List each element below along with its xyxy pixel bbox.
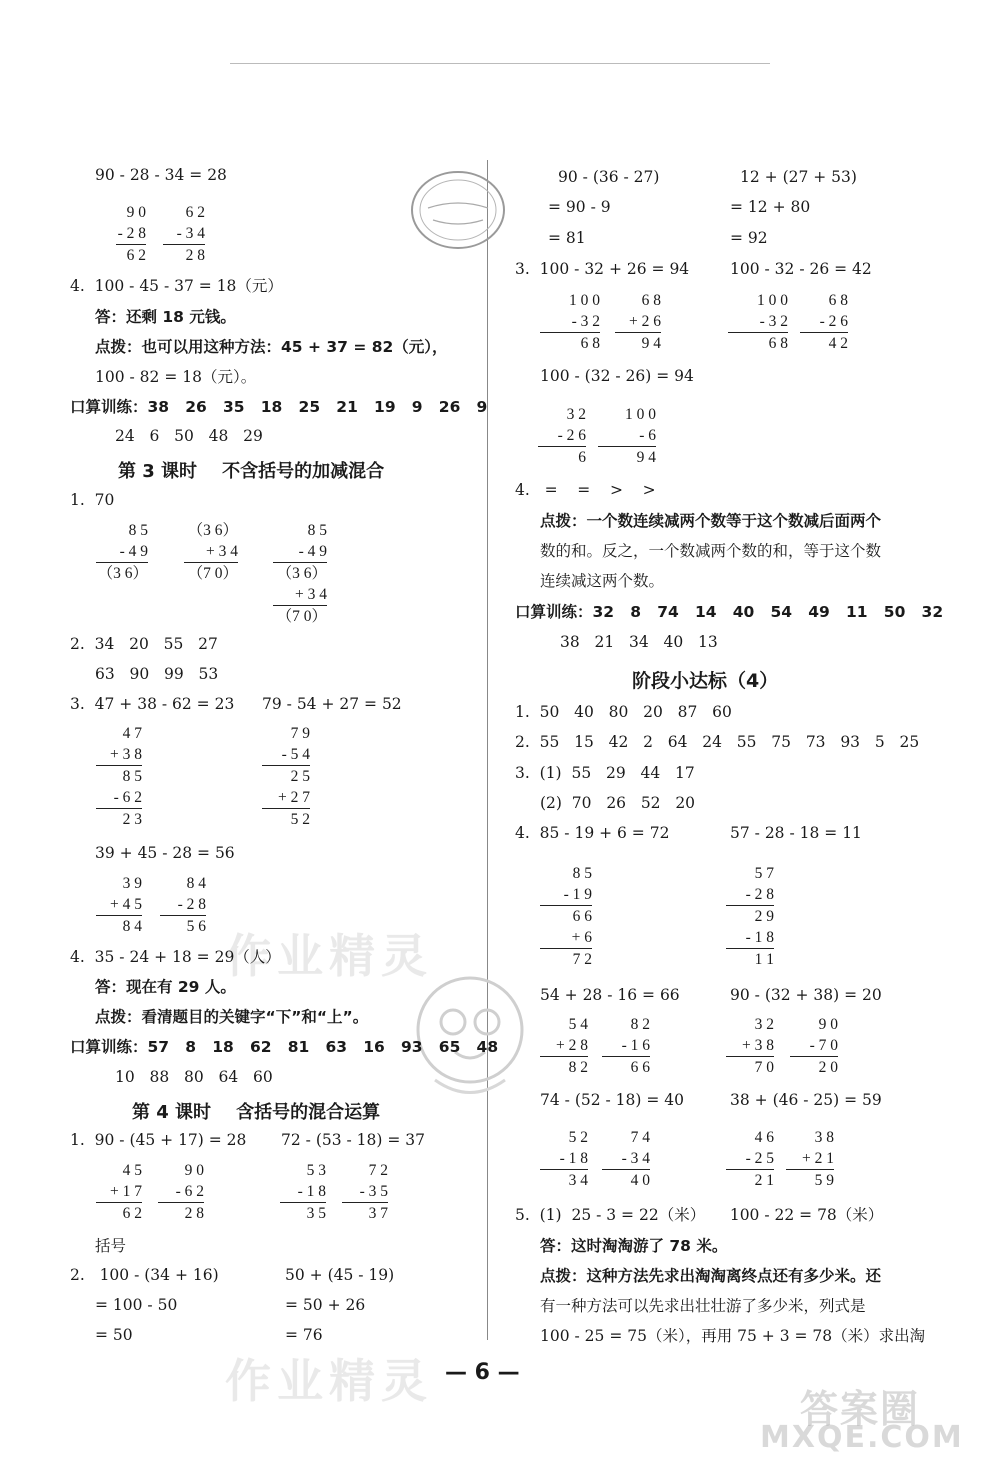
oral-training: 24 6 50 48 29 — [115, 427, 263, 445]
question-4: 54 + 28 - 16 = 66 — [540, 986, 680, 1004]
vertical-calc: 1 0 0 - 3 2 6 8 — [728, 290, 788, 354]
question-3: 3. 47 + 38 - 62 = 23 — [70, 695, 235, 713]
question-5: 5. (1) 25 - 3 = 22（米） 100 - 22 = 78（米） — [515, 1206, 884, 1224]
equation-line: = 12 + 80 — [730, 198, 811, 216]
vertical-calc: 5 2 - 1 8 3 4 — [540, 1127, 588, 1191]
question-1: 72 - (53 - 18) = 37 — [281, 1131, 426, 1149]
tip-line: 点拨：一个数连续减两个数等于这个数减后面两个 — [540, 512, 882, 530]
question-4: 74 - (52 - 18) = 40 — [540, 1091, 685, 1109]
section-heading: 第 4 课时 含括号的混合运算 — [132, 1102, 381, 1123]
vertical-calc: 3 9 + 4 5 8 4 — [96, 873, 142, 937]
vertical-calc: 9 0 - 2 8 6 2 — [117, 204, 146, 264]
vertical-calc: 6 8 - 2 6 4 2 — [800, 290, 848, 354]
vertical-calc: 7 4 - 3 4 4 0 — [602, 1127, 650, 1191]
question-1: 1. 90 - (45 + 17) = 28 — [70, 1131, 247, 1149]
question-3: 100 - 32 - 26 = 42 — [730, 260, 872, 278]
question-2: 2. 100 - (34 + 16) — [70, 1266, 219, 1284]
watermark-answer-circle: 答案圈 — [800, 1387, 921, 1431]
top-rule — [230, 63, 770, 64]
equation-line: = 90 - 9 — [548, 198, 611, 216]
equation-line: = 81 — [548, 229, 586, 247]
vertical-calc: 5 7 - 2 8 2 9 - 1 8 1 1 — [726, 863, 774, 970]
vertical-calc: 4 7 + 3 8 8 5 - 6 2 2 3 — [96, 723, 142, 830]
tip-line: 数的和。反之，一个数减两个数的和，等于这个数 — [540, 542, 882, 560]
mascot-illustration — [395, 960, 545, 1110]
answer-word: 括号 — [95, 1237, 127, 1255]
equation-line: 90 - 28 - 34 = 28 — [95, 166, 227, 184]
question-4: 90 - (32 + 38) = 20 — [730, 986, 882, 1004]
answer-line: 答：现在有 29 人。 — [95, 978, 236, 996]
vertical-calc: 3 8 + 2 1 5 9 — [786, 1127, 834, 1191]
answer-line: 答：还剩 18 元钱。 — [95, 308, 236, 326]
vertical-calc: 8 5 - 4 9 （3 6） + 3 4 （7 0） — [273, 520, 327, 627]
vertical-calc: 9 0 - 6 2 2 8 — [158, 1160, 204, 1224]
question-4: 4. 35 - 24 + 18 = 29（人） — [70, 948, 281, 966]
question-2: = 100 - 50 — [95, 1296, 178, 1314]
vertical-calc: （3 6） + 3 4 （7 0） — [184, 520, 238, 584]
question-2: 2. 34 20 55 27 — [70, 635, 218, 653]
vertical-calc: 8 5 - 1 9 6 6 + 6 7 2 — [540, 863, 592, 970]
vertical-calc: 8 5 - 4 9 （3 6） — [97, 522, 148, 582]
tip-line: 有一种方法可以先求出壮壮游了多少米，列式是 — [540, 1297, 866, 1315]
tip-line: 连续减这两个数。 — [540, 572, 665, 590]
vertical-calc: 3 2 + 3 8 7 0 — [726, 1014, 774, 1078]
oral-training: 口算训练：32 8 74 14 40 54 49 11 50 32 — [515, 603, 944, 621]
watermark-mid: 作业精灵 — [225, 929, 433, 983]
section-heading: 第 3 课时 不含括号的加减混合 — [118, 461, 385, 482]
vertical-calc: 1 0 0 - 6 9 4 — [598, 404, 656, 468]
vertical-calc: 7 9 - 5 4 2 5 + 2 7 5 2 — [262, 723, 310, 830]
problem-4: 4. 100 - 45 - 37 = 18（元） — [70, 277, 283, 295]
vertical-calc: 7 2 - 3 5 3 7 — [342, 1160, 388, 1224]
watermark-site: MXQE.COM — [760, 1420, 964, 1455]
question-2: 63 90 99 53 — [95, 665, 219, 683]
tip-line: 点拨：这种方法先求出淘淘离终点还有多少米。还 — [540, 1267, 882, 1285]
question-2: = 76 — [285, 1326, 323, 1344]
section-heading: 阶段小达标（4） — [632, 670, 779, 692]
vertical-calc: 5 4 + 2 8 8 2 — [540, 1014, 588, 1078]
question-2: = 50 + 26 — [285, 1296, 366, 1314]
question-4: 4. 85 - 19 + 6 = 72 — [515, 824, 670, 842]
question-3: 3. 100 - 32 + 26 = 94 — [515, 260, 690, 278]
tip-line: 100 - 82 = 18（元）。 — [95, 368, 257, 386]
watermark-bottom: 作业精灵 — [225, 1354, 433, 1408]
question-3: 79 - 54 + 27 = 52 — [262, 695, 402, 713]
question-1: 1. 70 — [70, 491, 115, 509]
tip-line: 点拨：看清题目的关键字“下”和“上”。 — [95, 1008, 369, 1026]
oral-training: 38 21 34 40 13 — [560, 633, 718, 651]
equation-line: 90 - (36 - 27) — [558, 168, 660, 186]
question-3: 39 + 45 - 28 = 56 — [95, 844, 235, 862]
page-number: — 6 — — [445, 1360, 520, 1385]
question-3: (2) 70 26 52 20 — [540, 794, 696, 812]
tip-line: 100 - 25 = 75（米），再用 75 + 3 = 78（米）求出淘 — [540, 1327, 926, 1345]
equation-line: 12 + (27 + 53) — [740, 168, 857, 186]
question-4: 38 + (46 - 25) = 59 — [730, 1091, 882, 1109]
oral-training: 口算训练：57 8 18 62 81 63 16 93 65 48 — [70, 1038, 499, 1056]
column-divider — [487, 160, 488, 1340]
tip-line: 点拨：也可以用这种方法：45 + 37 = 82（元）， — [95, 338, 448, 356]
equation-line: = 92 — [730, 229, 768, 247]
vertical-calc: 6 2 - 3 4 2 8 — [163, 202, 205, 266]
oral-training: 10 88 80 64 60 — [115, 1068, 273, 1086]
vertical-calc: 4 5 + 1 7 6 2 — [96, 1160, 142, 1224]
question-1: 1. 50 40 80 20 87 60 — [515, 703, 732, 721]
oral-training: 口算训练：38 26 35 18 25 21 19 9 26 9 — [70, 398, 488, 416]
vertical-calc: 3 2 - 2 6 6 — [538, 404, 586, 468]
stamp-logo — [408, 168, 508, 252]
question-2: = 50 — [95, 1326, 133, 1344]
vertical-calc: 5 3 - 1 8 3 5 — [280, 1160, 326, 1224]
answer-line: 答：这时淘淘游了 78 米。 — [540, 1237, 728, 1255]
vertical-calc: 1 0 0 - 3 2 6 8 — [540, 290, 600, 354]
question-2: 2. 55 15 42 2 64 24 55 75 73 93 5 25 — [515, 733, 920, 751]
vertical-calc: 6 8 + 2 6 9 4 — [615, 290, 661, 354]
vertical-calc: 8 4 - 2 8 5 6 — [160, 873, 206, 937]
question-3: 3. (1) 55 29 44 17 — [515, 764, 695, 782]
vertical-calc: 9 0 - 7 0 2 0 — [790, 1014, 838, 1078]
question-4: 4. = = > > — [515, 481, 656, 499]
question-4: 57 - 28 - 18 = 11 — [730, 824, 862, 842]
question-3: 100 - (32 - 26) = 94 — [540, 367, 694, 385]
question-2: 50 + (45 - 19) — [285, 1266, 395, 1284]
vertical-calc: 4 6 - 2 5 2 1 — [726, 1127, 774, 1191]
vertical-calc: 8 2 - 1 6 6 6 — [602, 1014, 650, 1078]
